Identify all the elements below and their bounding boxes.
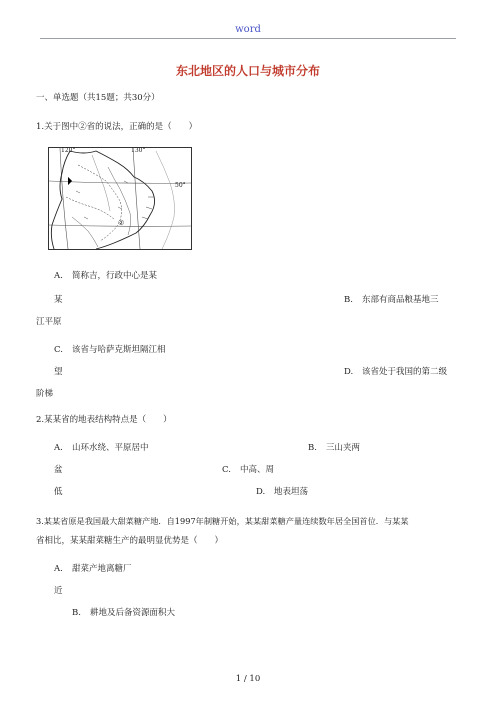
q2-option-c-letter[interactable]: C. xyxy=(222,465,231,475)
q2-option-c-cont: 低 xyxy=(54,487,63,497)
q2-stem: 2.某某省的地表结构特点是（ ） xyxy=(36,415,172,425)
q1-option-a-cont: 某 xyxy=(54,295,63,305)
q1-option-c-text[interactable]: 该省与哈萨克斯坦隔江相 xyxy=(72,345,166,355)
q1-option-d-letter[interactable]: D. xyxy=(344,367,354,377)
q2-option-a-text[interactable]: 山环水绕、平原居中 xyxy=(72,443,149,453)
q3-option-a-text[interactable]: 甜菜产地离糖厂 xyxy=(72,564,132,574)
q2-option-d-letter[interactable]: D. xyxy=(256,487,266,497)
q3-option-a-letter[interactable]: A. xyxy=(54,564,63,574)
q1-option-a-letter[interactable]: A. xyxy=(54,271,63,281)
header-divider xyxy=(40,38,456,39)
section-heading: 一、单选题（共15题；共30分） xyxy=(36,93,160,103)
map-label-130: 130° xyxy=(131,147,146,154)
q2-option-b-cont: 盆 xyxy=(54,465,63,475)
q1-option-a-text[interactable]: 简称吉，行政中心是某 xyxy=(72,271,158,281)
page-title: 东北地区的人口与城市分布 xyxy=(175,64,320,78)
q3-option-b-text[interactable]: 耕地及后备资源面积大 xyxy=(90,608,176,618)
q2-option-a-letter[interactable]: A. xyxy=(54,443,63,453)
q2-option-c-text[interactable]: 中高、周 xyxy=(240,465,275,475)
q1-map-figure xyxy=(48,147,192,250)
q1-option-d-cont: 阶梯 xyxy=(36,389,54,399)
q1-option-d-text[interactable]: 该省处于我国的第二级 xyxy=(362,367,448,377)
map-label-120: 120° xyxy=(61,147,76,154)
q1-stem: 1.关于图中②省的说法，正确的是（ ） xyxy=(36,122,198,132)
q2-option-d-text[interactable]: 地表坦荡 xyxy=(274,487,309,497)
page-number: 1 / 10 xyxy=(235,674,261,684)
q3-option-b-letter[interactable]: B. xyxy=(72,608,81,618)
q1-option-c-letter[interactable]: C. xyxy=(54,345,63,355)
q3-stem-line2: 省相比，某某甜菜糖生产的最明显优势是（ ） xyxy=(36,536,224,546)
header-word-label: word xyxy=(235,24,261,35)
map-label-province-2: ② xyxy=(118,219,125,227)
q1-option-c-cont: 望 xyxy=(54,367,63,377)
q2-option-b-text[interactable]: 三山夹两 xyxy=(326,443,361,453)
q3-option-a-cont: 近 xyxy=(54,586,63,596)
q2-option-b-letter[interactable]: B. xyxy=(308,443,317,453)
q1-option-b-cont: 江平原 xyxy=(36,317,62,327)
map-label-50: 50° xyxy=(175,182,186,189)
q1-option-b-text[interactable]: 东部有商品粮基地三 xyxy=(362,295,439,305)
q1-option-b-letter[interactable]: B. xyxy=(344,295,353,305)
q3-stem-line1: 3.某某省原是我国最大甜菜糖产地．自1997年制糖开始，某某甜菜糖产量连续数年居全国首位．与某某 xyxy=(36,516,409,526)
